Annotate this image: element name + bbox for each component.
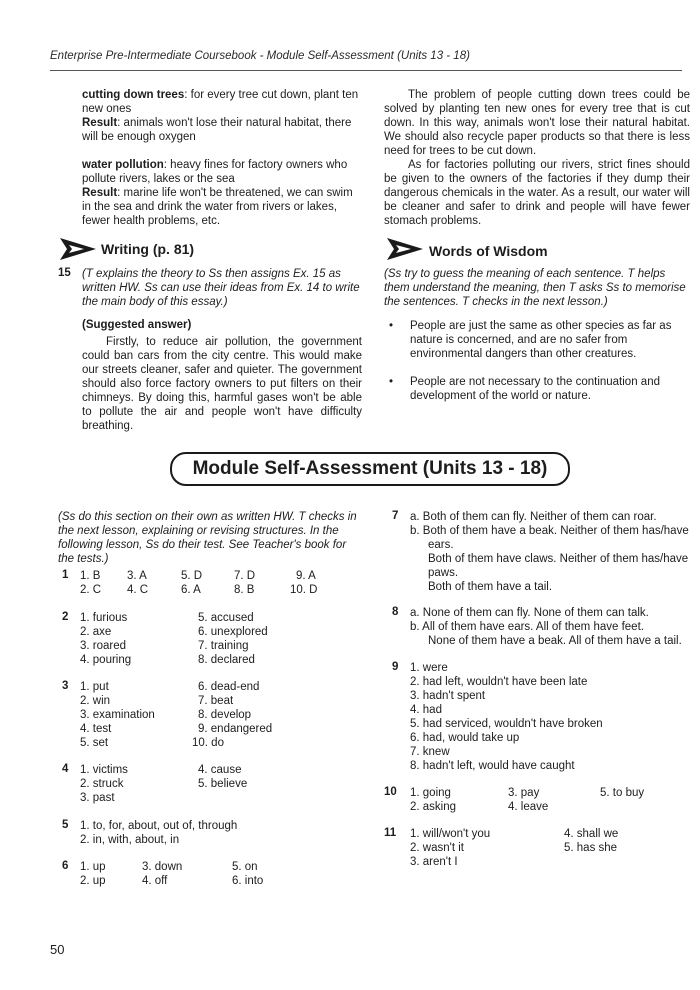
answer-item: 3. past	[80, 792, 115, 804]
answer-item: 4. leave	[508, 801, 549, 813]
water-result	[82, 186, 364, 228]
answer-item: 4. pouring	[80, 654, 132, 666]
header-rule	[50, 70, 682, 71]
exercise-number: 8	[392, 606, 399, 618]
answer-item: 3. down	[142, 861, 183, 873]
answer-item: 4. shall we	[564, 828, 619, 840]
trees-term: cutting down trees	[82, 89, 185, 101]
answer-item: a. None of them can fly. None of them can talk.	[410, 607, 649, 619]
answer-item: ears.	[428, 539, 454, 551]
bullet-icon: •	[389, 320, 394, 332]
answer-item: b. Both of them have a beak. Neither of them has/have	[410, 525, 689, 537]
exercise-number: 7	[392, 510, 399, 522]
answer-item: 2. in, with, about, in	[80, 834, 180, 846]
exercise-number: 4	[62, 763, 69, 775]
exercise-number: 2	[62, 611, 69, 623]
answer-item: 8. hadn't left, would have caught	[410, 760, 575, 772]
answer-item: 5. D	[181, 570, 203, 582]
answer-item: 2. win	[80, 695, 111, 707]
answer-item: 9. A	[296, 570, 316, 582]
trees-note	[82, 88, 364, 116]
answer-item: 1. B	[80, 570, 101, 582]
answer-item: 10. D	[290, 584, 318, 596]
water-definition: : heavy fines for factory owners who pollute rivers, lakes or the sea	[82, 159, 348, 185]
suggested-answer-label: (Suggested answer)	[82, 319, 192, 331]
answer-item: 1. were	[410, 662, 448, 674]
answer-item: b. All of them have ears. All of them have feet.	[410, 621, 644, 633]
bullet-icon: •	[389, 376, 394, 388]
exercise-number: 15	[58, 267, 71, 279]
module-title: Module Self-Assessment (Units 13 - 18)	[170, 452, 570, 486]
answer-item: 3. A	[127, 570, 147, 582]
list-item	[386, 375, 690, 403]
answer-item: 1. furious	[80, 612, 128, 624]
answer-item: 2. up	[80, 875, 106, 887]
answer-item: 5. believe	[198, 778, 248, 790]
answer-item: 5. accused	[198, 612, 254, 624]
arrow-icon	[387, 238, 423, 260]
answer-item: 1. to, for, about, out of, through	[80, 820, 238, 832]
answer-item: 1. victims	[80, 764, 128, 776]
answer-item: 3. roared	[80, 640, 127, 652]
answer-item: 5. has she	[564, 842, 618, 854]
wisdom-text: People are not necessary to the continuation and development of the world or nature.	[410, 376, 660, 402]
running-header: Enterprise Pre-Intermediate Coursebook - Module Self-Assessment (Units 13 - 18)	[50, 50, 470, 62]
answer-item: 2. wasn't it	[410, 842, 464, 854]
essay-paragraph-2: As for factories polluting our rivers, strict fines should be given to the owners of the factories if they dump their dangerous chemicals in the water. As a result, our water will be cleaner and safer to drink and people will have fewer stomach problems.	[384, 159, 690, 227]
answer-item: 5. had serviced, wouldn't have broken	[410, 718, 603, 730]
answer-item: 4. test	[80, 723, 112, 735]
notes-block	[82, 88, 364, 228]
exercise-number: 11	[384, 827, 397, 839]
answer-item: 5. on	[232, 861, 258, 873]
result-label: Result	[82, 117, 118, 129]
answer-item: 9. endangered	[198, 723, 273, 735]
water-term: water pollution	[82, 159, 164, 171]
exercise-number: 3	[62, 680, 69, 692]
answer-item: 2. C	[80, 584, 102, 596]
answer-item: paws.	[428, 567, 459, 579]
list-item	[386, 319, 690, 361]
answer-item: 8. B	[234, 584, 255, 596]
answer-item: 8. declared	[198, 654, 255, 666]
exercise-number: 5	[62, 819, 69, 831]
answer-item: 7. knew	[410, 746, 450, 758]
exercise-number: 6	[62, 860, 69, 872]
writing-heading: Writing (p. 81)	[101, 241, 195, 257]
answer-item: 8. develop	[198, 709, 252, 721]
answer-item: Both of them have a tail.	[428, 581, 553, 593]
wisdom-bullets	[386, 319, 690, 403]
answer-item: 2. had left, wouldn't have been late	[410, 676, 588, 688]
answer-item: 1. going	[410, 787, 451, 799]
page-number: 50	[50, 942, 65, 957]
answer-item: 3. hadn't spent	[410, 690, 486, 702]
arrow-icon	[60, 238, 96, 260]
answer-item: 6. A	[181, 584, 201, 596]
answer-item: 6. had, would take up	[410, 732, 520, 744]
answer-item: 7. training	[198, 640, 249, 652]
result-label: Result	[82, 187, 118, 199]
essay-paragraph-1: The problem of people cutting down trees could be solved by planting ten new ones for every tree that is cut down. In this way, animals won't lose their natural habitat. We should also recycle paper products so that there is less need for trees to be cut down.	[384, 89, 690, 157]
answer-item: Both of them have claws. Neither of them has/have	[428, 553, 689, 565]
essay-paragraphs	[384, 88, 690, 228]
wisdom-instructions: (Ss try to guess the meaning of each sentence. T helps them understand the meaning, then T asks Ss to memorise the sentences. T checks in the next lesson.)	[384, 268, 686, 308]
answer-item: 2. struck	[80, 778, 124, 790]
self-assessment-instructions: (Ss do this section on their own as written HW. T checks in the next lesson, explaining or revising structures. In the following lesson, Ss do their test. See Teacher's book for the tests.)	[58, 511, 357, 565]
wisdom-text: People are just the same as other species as far as nature is concerned, and are no safer from environmental dangers than other creatures.	[410, 320, 672, 360]
answer-item: 10. do	[192, 737, 224, 749]
answer-item: 5. set	[80, 737, 109, 749]
exercise-number: 10	[384, 786, 397, 798]
answer-item: 1. put	[80, 681, 109, 693]
answer-item: 7. beat	[198, 695, 234, 707]
exercise-number: 1	[62, 569, 69, 581]
answer-item: 6. dead-end	[198, 681, 260, 693]
water-note	[82, 158, 364, 186]
answer-item: 6. unexplored	[198, 626, 268, 638]
answer-item: 7. D	[234, 570, 256, 582]
suggested-answer-text: Firstly, to reduce air pollution, the government could ban cars from the city centre. This would make our streets cleaner, safer and quieter. The government should also force factory owners to put filters on their chimneys. By doing this, harmful gases won't be able to pollute the air and people won't have difficulty breathing.	[82, 336, 362, 432]
trees-definition: : for every tree cut down, plant ten new ones	[82, 89, 359, 115]
answer-item: 4. C	[127, 584, 149, 596]
answer-item: None of them have a beak. All of them have a tail.	[428, 635, 682, 647]
wisdom-heading: Words of Wisdom	[429, 243, 548, 259]
answer-item: 3. pay	[508, 787, 540, 799]
answer-item: 4. off	[142, 875, 168, 887]
answer-item: 2. asking	[410, 801, 457, 813]
answer-item: 2. axe	[80, 626, 112, 638]
trees-result-text: : animals won't lose their natural habitat, there will be enough oxygen	[82, 117, 352, 143]
answer-item: 5. to buy	[600, 787, 645, 799]
answer-item: a. Both of them can fly. Neither of them can roar.	[410, 511, 657, 523]
answer-item: 1. will/won't you	[410, 828, 491, 840]
answer-item: 4. had	[410, 704, 442, 716]
suggested-answer	[82, 335, 362, 433]
exercise-number: 9	[392, 661, 399, 673]
trees-result	[82, 116, 364, 144]
answer-item: 4. cause	[198, 764, 242, 776]
answer-item: 1. up	[80, 861, 106, 873]
writing-instructions: (T explains the theory to Ss then assigns Ex. 15 as written HW. Ss can use their ideas from Ex. 14 to write the main body of this essay.)	[82, 268, 360, 308]
answer-item: 3. aren't I	[410, 856, 458, 868]
answer-item: 3. examination	[80, 709, 155, 721]
water-result-text: : marine life won't be threatened, we can swim in the sea and drink the water from rivers or lakes, fewer health problems, etc.	[82, 187, 353, 227]
answer-item: 6. into	[232, 875, 264, 887]
